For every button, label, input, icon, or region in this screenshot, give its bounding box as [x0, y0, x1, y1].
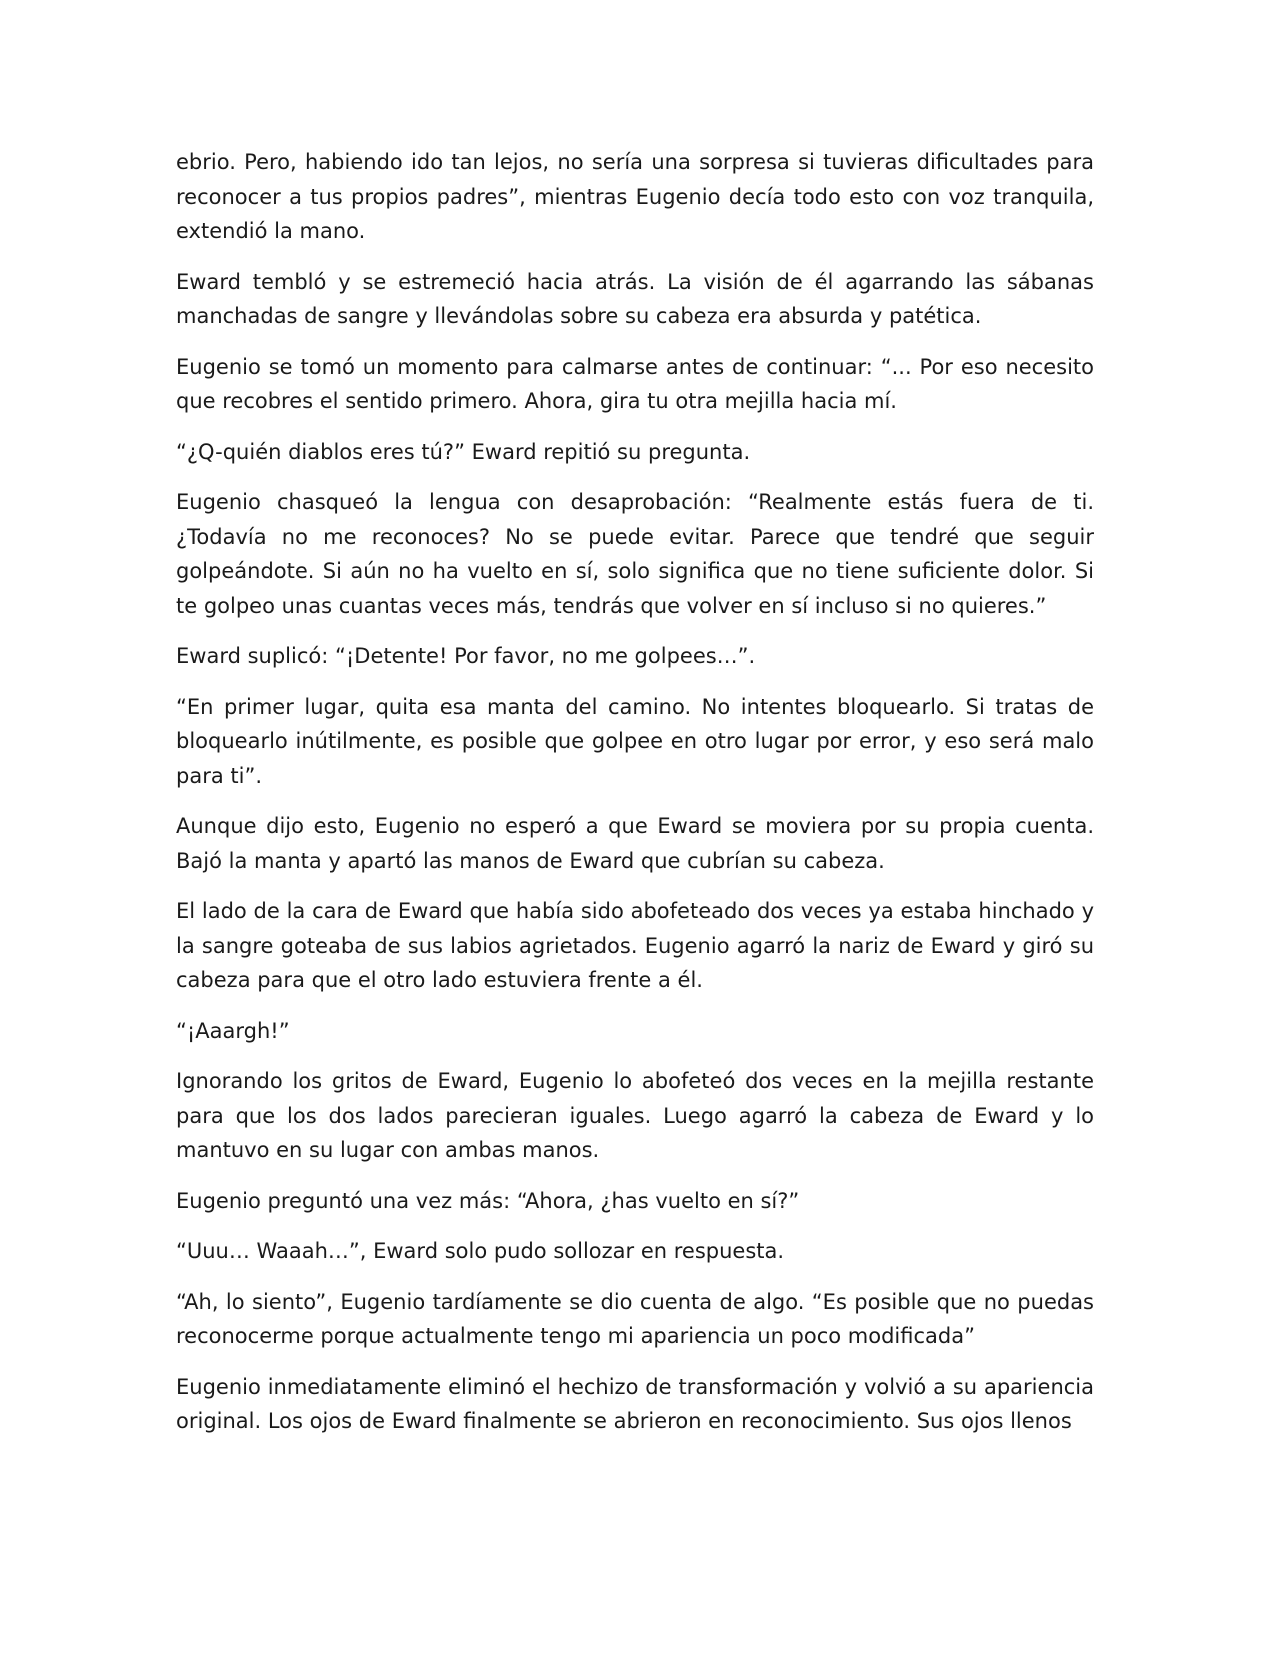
- paragraph: ebrio. Pero, habiendo ido tan lejos, no sería una sorpresa si tuvieras dificultades para reconocer a tus propios padres”, mientras Eugenio decía todo esto con voz tranquila, extendió la mano.: [176, 150, 1094, 243]
- paragraph: Eugenio preguntó una vez más: “Ahora, ¿has vuelto en sí?”: [176, 1188, 800, 1213]
- paragraph: Eugenio chasqueó la lengua con desaprobación: “Realmente estás fuera de ti. ¿Todavía no me reconoces? No se puede evitar. Parece que tendré que seguir golpeándote. Si aún no ha vuelto en sí, solo significa que no tiene suficiente dolor. Si te golpeo unas cuantas veces más, tendrás que volver en sí incluso si no quieres.”: [176, 490, 1094, 618]
- paragraph: Eugenio se tomó un momento para calmarse antes de continuar: “... Por eso necesito que recobres el sentido primero. Ahora, gira tu otra mejilla hacia mí.: [176, 354, 1094, 413]
- paragraph: “¿Q-quién diablos eres tú?” Eward repitió su pregunta.: [176, 439, 751, 464]
- document-body: [176, 145, 1094, 1455]
- paragraph: Eugenio inmediatamente eliminó el hechizo de transformación y volvió a su apariencia original. Los ojos de Eward finalmente se abrieron en reconocimiento. Sus ojos llenos: [176, 1374, 1094, 1433]
- paragraph: El lado de la cara de Eward que había sido abofeteado dos veces ya estaba hinchado y la sangre goteaba de sus labios agrietados. Eugenio agarró la nariz de Eward y giró su cabeza para que el otro lado estuviera frente a él.: [176, 899, 1094, 992]
- paragraph: “Uuu… Waaah…”, Eward solo pudo sollozar en respuesta.: [176, 1239, 785, 1263]
- paragraph: Ignorando los gritos de Eward, Eugenio lo abofeteó dos veces en la mejilla restante para que los dos lados parecieran iguales. Luego agarró la cabeza de Eward y lo mantuvo en su lugar con ambas manos.: [176, 1069, 1094, 1162]
- paragraph: “En primer lugar, quita esa manta del camino. No intentes bloquearlo. Si tratas de bloquearlo inútilmente, es posible que golpee en otro lugar por error, y eso será malo para ti”.: [176, 694, 1094, 788]
- paragraph: Eward suplicó: “¡Detente! Por favor, no me golpees…”.: [176, 644, 756, 668]
- paragraph: Aunque dijo esto, Eugenio no esperó a que Eward se moviera por su propia cuenta. Bajó la manta y apartó las manos de Eward que cubrían su cabeza.: [176, 814, 1094, 873]
- paragraph: “Ah, lo siento”, Eugenio tardíamente se dio cuenta de algo. “Es posible que no puedas reconocerme porque actualmente tengo mi apariencia un poco modificada”: [176, 1289, 1094, 1348]
- paragraph: Eward tembló y se estremeció hacia atrás. La visión de él agarrando las sábanas manchadas de sangre y llevándolas sobre su cabeza era absurda y patética.: [176, 269, 1094, 328]
- paragraph: “¡Aaargh!”: [176, 1018, 290, 1043]
